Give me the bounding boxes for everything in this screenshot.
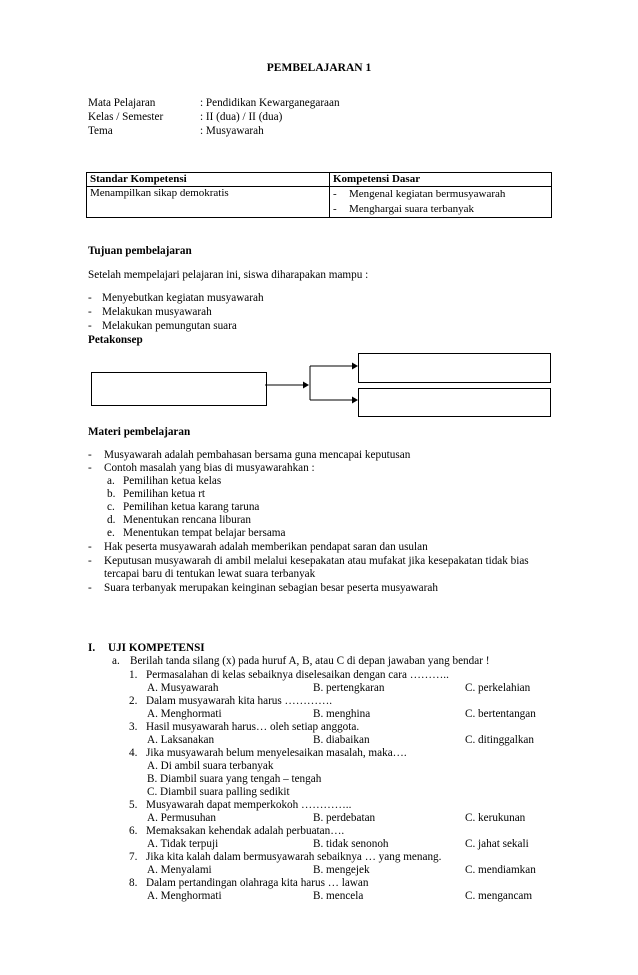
q1-option-c[interactable]: C. perkelahian — [465, 682, 531, 694]
uji-heading: UJI KOMPETENSI — [108, 642, 205, 654]
question-4: 4. Jika musyawarah belum menyelesaikan masalah, maka…. — [129, 747, 407, 759]
header-kompetensi-dasar: Kompetensi Dasar — [330, 173, 552, 187]
question-8: 8. Dalam pertandingan olahraga kita harus … lawan — [129, 877, 369, 889]
example-item: d. Menentukan rencana liburan — [107, 514, 251, 526]
q4-option-a[interactable]: A. Di ambil suara terbanyak — [147, 760, 274, 772]
q8-option-b[interactable]: B. mencela — [313, 890, 364, 902]
q2-option-c[interactable]: C. bertentangan — [465, 708, 536, 720]
materi-point: - Keputusan musyawarah di ambil melalui kesepakatan atau mufakat jika kesepakatan tidak bias — [88, 555, 529, 567]
q3-option-b[interactable]: B. diabaikan — [313, 734, 370, 746]
example-item: e. Menentukan tempat belajar bersama — [107, 527, 286, 539]
q6-option-b[interactable]: B. tidak senonoh — [313, 838, 389, 850]
peta-konsep-heading: Petakonsep — [88, 334, 143, 346]
kd-item: - Menghargai suara terbanyak — [333, 203, 475, 216]
materi-point: - Contoh masalah yang bias di musyawarahkan : — [88, 462, 315, 474]
materi-point: - Musyawarah adalah pembahasan bersama guna mencapai keputusan — [88, 449, 411, 461]
question-2: 2. Dalam musyawarah kita harus …………. — [129, 695, 333, 707]
question-3: 3. Hasil musyawarah harus… oleh setiap anggota. — [129, 721, 360, 733]
question-5: 5. Musyawarah dapat memperkokoh ………….. — [129, 799, 352, 811]
meta-label-theme: Tema — [88, 125, 113, 137]
q1-option-b[interactable]: B. pertengkaran — [313, 682, 385, 694]
q3-option-a[interactable]: A. Laksanakan — [147, 734, 215, 746]
q2-option-a[interactable]: A. Menghormati — [147, 708, 222, 720]
q4-option-c[interactable]: C. Diambil suara palling sedikit — [147, 786, 290, 798]
materi-point: - Hak peserta musyawarah adalah memberikan pendapat saran dan usulan — [88, 541, 428, 553]
materi-point-continued: tercapai baru di tentukan lewat suara terbanyak — [104, 568, 316, 580]
kd-item: - Mengenal kegiatan bermusyawarah — [333, 188, 506, 201]
example-item: c. Pemilihan ketua karang taruna — [107, 501, 260, 513]
q6-option-a[interactable]: A. Tidak terpuji — [147, 838, 219, 850]
q2-option-b[interactable]: B. menghina — [313, 708, 371, 720]
meta-label-class: Kelas / Semester — [88, 111, 164, 123]
competency-table — [86, 172, 552, 218]
standar-kompetensi-cell: Menampilkan sikap demokratis — [87, 187, 330, 218]
concept-connector-arrows — [265, 355, 365, 405]
question-1: 1. Permasalahan di kelas sebaiknya diselesaikan dengan cara ……….. — [129, 669, 449, 681]
tujuan-item: - Melakukan pemungutan suara — [88, 320, 237, 332]
concept-box-main — [91, 372, 267, 406]
uji-number: I. — [88, 642, 96, 654]
q6-option-c[interactable]: C. jahat sekali — [465, 838, 529, 850]
meta-label-subject: Mata Pelajaran — [88, 97, 156, 109]
tujuan-item: - Menyebutkan kegiatan musyawarah — [88, 292, 264, 304]
tujuan-intro: Setelah mempelajari pelajaran ini, siswa diharapakan mampu : — [88, 269, 369, 281]
q5-option-c[interactable]: C. kerukunan — [465, 812, 526, 824]
q7-option-b[interactable]: B. mengejek — [313, 864, 370, 876]
q7-option-a[interactable]: A. Menyalami — [147, 864, 212, 876]
kompetensi-dasar-cell — [330, 187, 552, 218]
q3-option-c[interactable]: C. ditinggalkan — [465, 734, 534, 746]
uji-instruction: a. Berilah tanda silang (x) pada huruf A, B, atau C di depan jawaban yang bendar ! — [112, 655, 490, 667]
tujuan-heading: Tujuan pembelajaran — [88, 245, 192, 257]
meta-value-subject: : Pendidikan Kewarganegaraan — [200, 97, 340, 109]
q1-option-a[interactable]: A. Musyawarah — [147, 682, 219, 694]
q8-option-c[interactable]: C. mengancam — [465, 890, 533, 902]
question-6: 6. Memaksakan kehendak adalah perbuatan…. — [129, 825, 345, 837]
meta-value-theme: : Musyawarah — [200, 125, 264, 137]
meta-value-class: : II (dua) / II (dua) — [200, 111, 283, 123]
q5-option-a[interactable]: A. Permusuhan — [147, 812, 216, 824]
q7-option-c[interactable]: C. mendiamkan — [465, 864, 536, 876]
q8-option-a[interactable]: A. Menghormati — [147, 890, 222, 902]
tujuan-item: - Melakukan musyawarah — [88, 306, 212, 318]
q4-option-b[interactable]: B. Diambil suara yang tengah – tengah — [147, 773, 322, 785]
materi-point: - Suara terbanyak merupakan keinginan sebagian besar peserta musyawarah — [88, 582, 438, 594]
q5-option-b[interactable]: B. perdebatan — [313, 812, 376, 824]
header-standar-kompetensi: Standar Kompetensi — [87, 173, 330, 187]
page-title: PEMBELAJARAN 1 — [266, 62, 372, 74]
example-item: a. Pemilihan ketua kelas — [107, 475, 222, 487]
question-7: 7. Jika kita kalah dalam bermusyawarah sebaiknya … yang menang. — [129, 851, 442, 863]
materi-heading: Materi pembelajaran — [88, 426, 191, 438]
concept-box-top — [358, 353, 551, 383]
concept-box-bottom — [358, 388, 551, 417]
example-item: b. Pemilihan ketua rt — [107, 488, 206, 500]
